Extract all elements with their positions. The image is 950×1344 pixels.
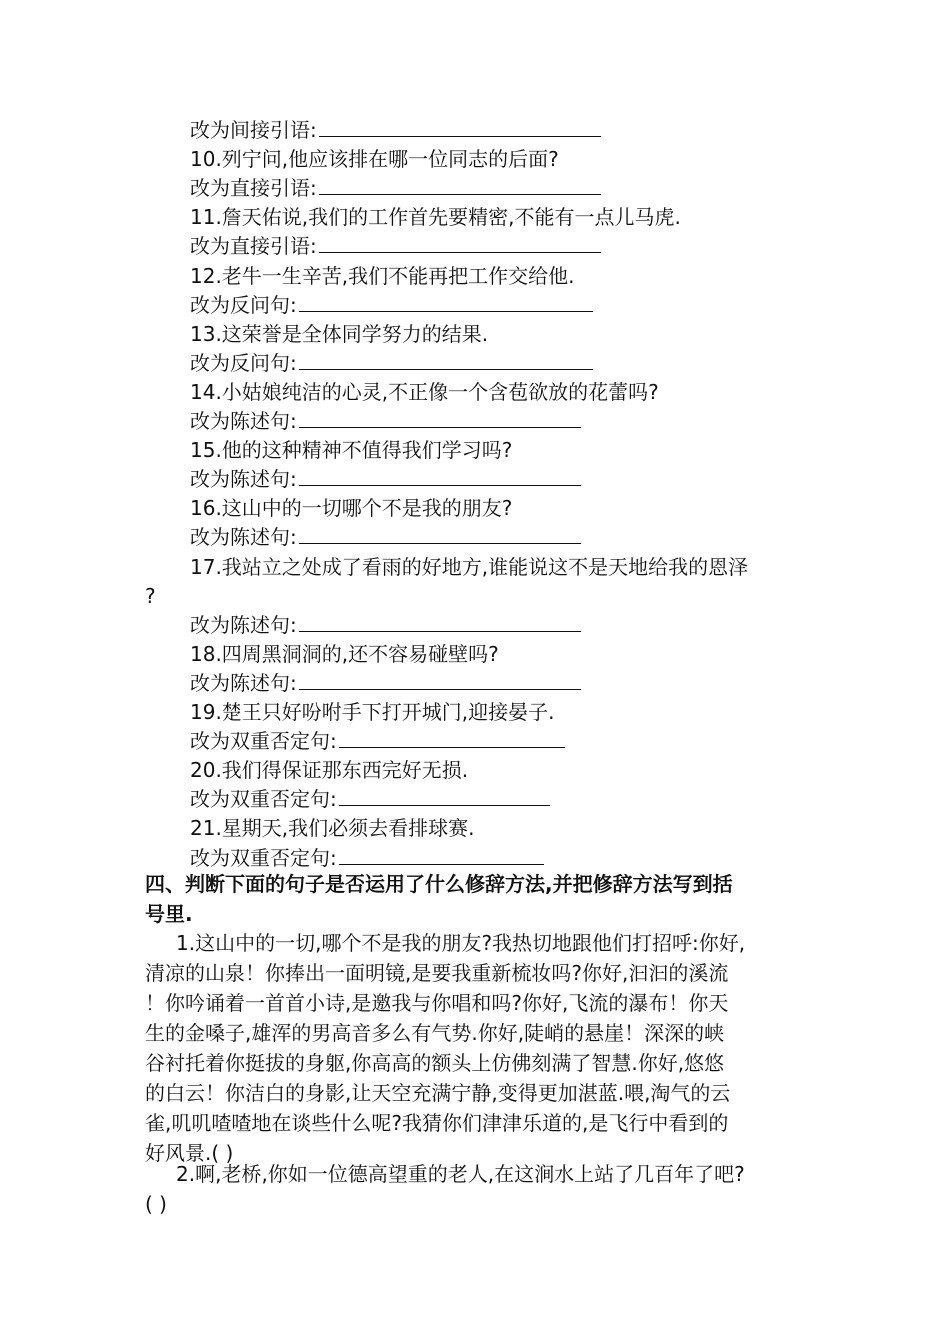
- rewrite-instruction-label: 改为间接引语:: [190, 118, 317, 142]
- question-sentence: 14.小姑娘纯洁的心灵,不正像一个含苞欲放的花蕾吗?: [190, 379, 659, 404]
- rewrite-instruction-row: [190, 785, 550, 813]
- rewrite-instruction-label: 改为双重否定句:: [190, 787, 337, 812]
- answer-blank[interactable]: [299, 349, 593, 370]
- question-sentence: 10.列宁问,他应该排在哪一位同志的后面?: [190, 147, 559, 172]
- question-sentence: 19.楚王只好吩咐手下打开城门,迎接晏子.: [190, 700, 555, 724]
- rewrite-instruction-label: 改为陈述句:: [190, 409, 297, 433]
- passage-line: 2.啊,老桥,你如一位德高望重的老人,在这涧水上站了几百年了吧?: [176, 1162, 745, 1186]
- question-sentence: 11.詹天佑说,我们的工作首先要精密,不能有一点儿马虎.: [190, 205, 681, 230]
- answer-blank[interactable]: [299, 669, 581, 690]
- rewrite-instruction-label: 改为直接引语:: [190, 234, 317, 259]
- passage-line: 生的金嗓子,雄浑的男高音多么有气势.你好,陡峭的悬崖！深深的峡: [145, 1021, 725, 1045]
- question-sentence: 20.我们得保证那东西完好无损.: [190, 758, 469, 783]
- question-sentence: 13.这荣誉是全体同学努力的结果.: [190, 321, 489, 346]
- rewrite-instruction-row: [190, 291, 593, 319]
- rewrite-instruction-label: 改为陈述句:: [190, 525, 297, 550]
- answer-blank[interactable]: [339, 785, 550, 806]
- question-sentence: 18.四周黑洞洞的,还不容易碰壁吗?: [190, 641, 499, 666]
- passage-line: 的白云！你洁白的身影,让天空充满宁静,变得更加湛蓝.喂,淘气的云: [145, 1081, 731, 1105]
- rewrite-instruction-label: 改为陈述句:: [190, 670, 297, 695]
- answer-blank[interactable]: [319, 116, 601, 137]
- section-heading-line: 号里.: [145, 902, 193, 926]
- section-heading-line: 四、判断下面的句子是否运用了什么修辞方法,并把修辞方法写到括: [145, 872, 733, 896]
- question-sentence: 17.我站立之处成了看雨的好地方,谁能说这不是天地给我的恩泽: [190, 554, 749, 579]
- answer-blank[interactable]: [299, 291, 593, 312]
- rewrite-instruction-row: [190, 465, 581, 493]
- question-continuation: ?: [145, 583, 156, 608]
- rewrite-instruction-row: [190, 523, 581, 551]
- rewrite-instruction-label: 改为反问句:: [190, 350, 297, 375]
- question-sentence: 16.这山中的一切哪个不是我的朋友?: [190, 496, 513, 521]
- answer-blank[interactable]: [299, 465, 581, 486]
- answer-blank[interactable]: [339, 844, 544, 865]
- question-sentence: 15.他的这种精神不值得我们学习吗?: [190, 438, 513, 463]
- rewrite-instruction-label: 改为陈述句:: [190, 467, 297, 492]
- passage-line: 1.这山中的一切,哪个不是我的朋友?我热切地跟他们打招呼:你好,: [176, 931, 746, 955]
- rewrite-instruction-label: 改为反问句:: [190, 292, 297, 317]
- rewrite-instruction-label: 改为陈述句:: [190, 612, 297, 637]
- passage-line: 清凉的山泉！你捧出一面明镜,是要我重新梳妆吗?你好,汩汩的溪流: [145, 961, 729, 985]
- answer-blank[interactable]: [319, 232, 601, 253]
- rewrite-instruction-label: 改为双重否定句:: [190, 729, 337, 754]
- passage-line: ！你吟诵着一首首小诗,是邀我与你唱和吗?你好,飞流的瀑布！你天: [145, 991, 729, 1015]
- rewrite-instruction-label: 改为直接引语:: [190, 176, 317, 201]
- rewrite-instruction-row: [190, 727, 565, 755]
- answer-blank[interactable]: [299, 523, 581, 544]
- rewrite-instruction-row: [190, 116, 601, 144]
- answer-blank[interactable]: [299, 611, 581, 632]
- rewrite-instruction-row: [190, 174, 601, 202]
- passage-line: 雀,叽叽喳喳地在谈些什么呢?我猜你们津津乐道的,是飞行中看到的: [145, 1111, 729, 1135]
- passage-line: 好风景.( ): [145, 1141, 234, 1165]
- rewrite-instruction-row: [190, 407, 581, 435]
- rewrite-instruction-row: [190, 844, 544, 872]
- answer-blank[interactable]: [339, 727, 565, 748]
- question-sentence: 12.老牛一生辛苦,我们不能再把工作交给他.: [190, 263, 575, 288]
- question-sentence: 21.星期天,我们必须去看排球赛.: [190, 816, 475, 841]
- rewrite-instruction-row: [190, 349, 593, 377]
- answer-blank[interactable]: [299, 407, 581, 428]
- answer-blank[interactable]: [319, 174, 601, 195]
- passage-line: 谷衬托着你挺拔的身躯,你高高的额头上仿佛刻满了智慧.你好,悠悠: [145, 1051, 725, 1075]
- rewrite-instruction-row: [190, 611, 581, 639]
- rewrite-instruction-row: [190, 669, 581, 697]
- rewrite-instruction-label: 改为双重否定句:: [190, 845, 337, 870]
- rewrite-instruction-row: [190, 232, 601, 260]
- passage-line: ( ): [145, 1192, 167, 1216]
